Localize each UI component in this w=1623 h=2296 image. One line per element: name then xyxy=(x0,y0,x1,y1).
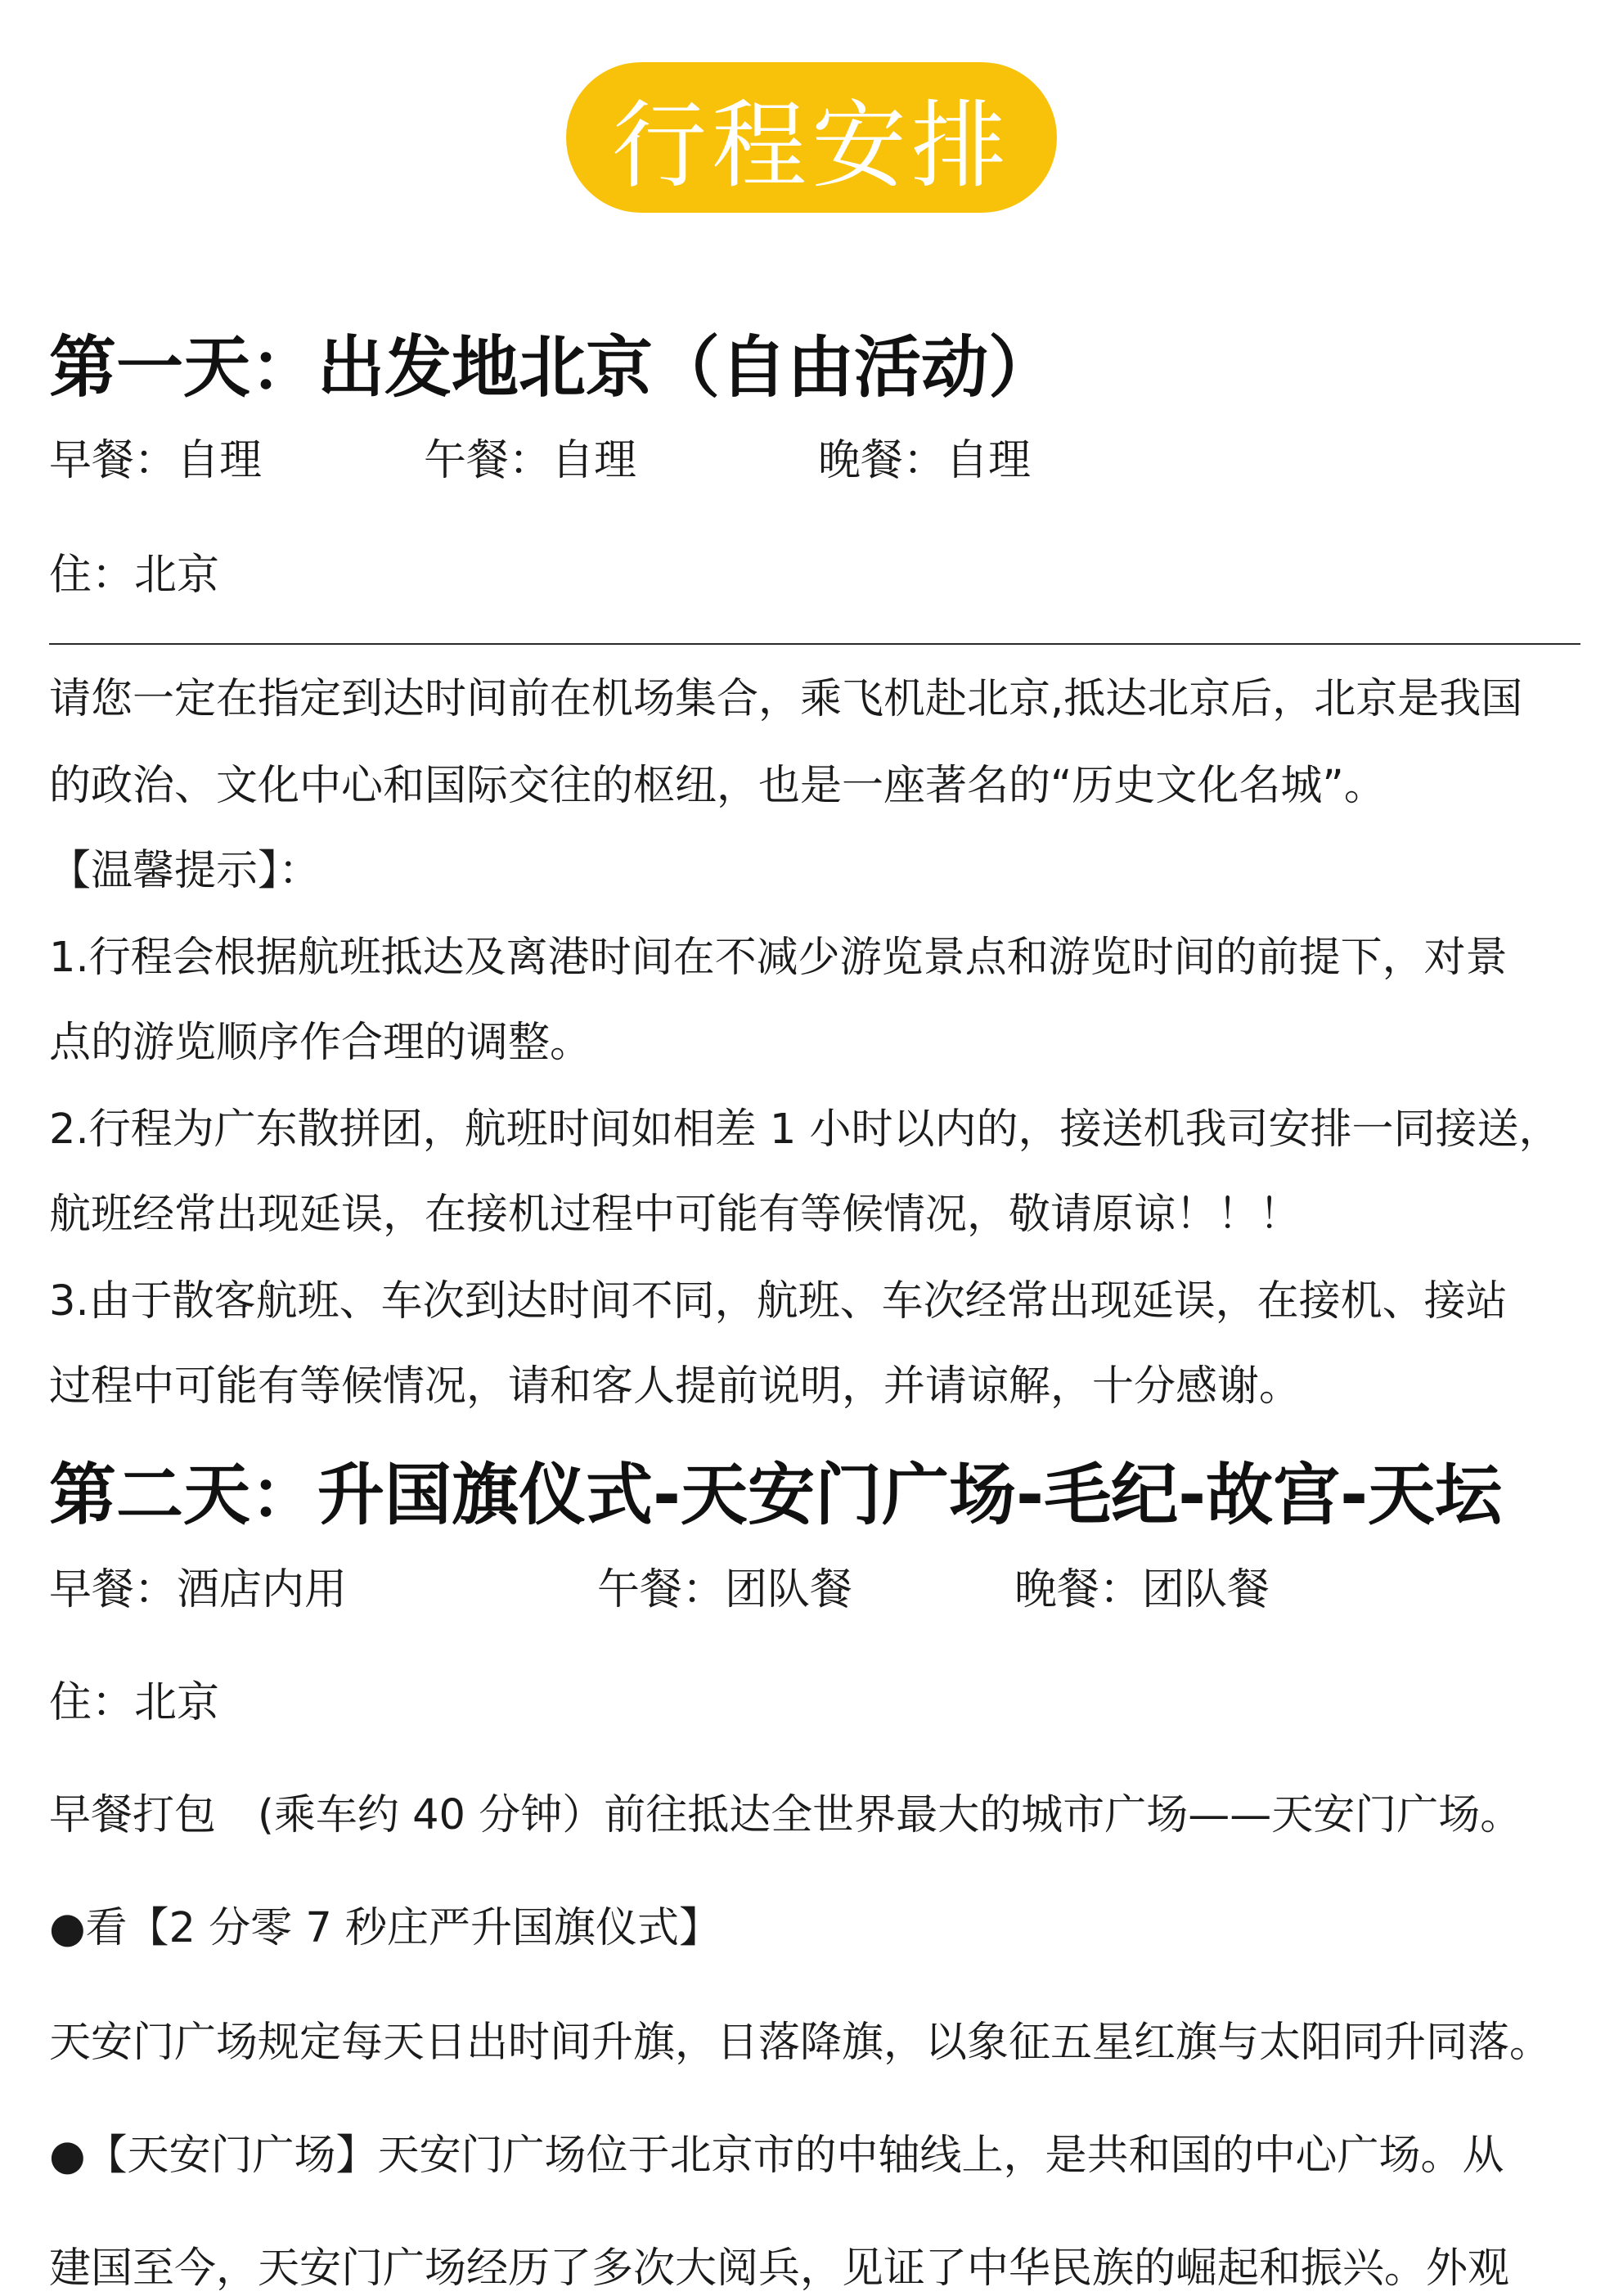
section-divider xyxy=(49,643,1580,645)
day2-line: 建国至今，天安门广场经历了多次大阅兵，见证了中华民族的崛起和振兴。外观 xyxy=(49,2244,1510,2293)
day1-desc-line: 的政治、文化中心和国际交往的枢纽，也是一座著名的“历史文化名城”。 xyxy=(49,762,1386,810)
day1-stay: 住：北京 xyxy=(49,551,220,600)
tips-heading: 【温馨提示】： xyxy=(49,847,321,895)
day1-lunch: 午餐：自理 xyxy=(424,436,637,485)
day2-title: 第二天：升国旗仪式-天安门广场-毛纪-故宫-天坛 xyxy=(49,1456,1503,1534)
day2-line: ●【天安门广场】天安门广场位于北京市的中轴线上，是共和国的中心广场。从 xyxy=(49,2132,1504,2180)
day1-desc-line: 请您一定在指定到达时间前在机场集合，乘飞机赴北京,抵达北京后，北京是我国 xyxy=(49,675,1523,723)
day2-dinner: 晚餐：团队餐 xyxy=(1014,1565,1270,1614)
day2-line: 早餐打包 (乘车约 40 分钟）前往抵达全世界最大的城市广场——天安门广场。 xyxy=(49,1791,1522,1839)
day2-stay: 住：北京 xyxy=(49,1678,220,1727)
tip-line: 航班经常出现延误，在接机过程中可能有等候情况，敬请原谅！！！ xyxy=(49,1191,1302,1239)
tip-line: 点的游览顺序作合理的调整。 xyxy=(49,1019,592,1067)
day1-breakfast: 早餐：自理 xyxy=(49,436,263,485)
day1-title: 第一天：出发地北京（自由活动） xyxy=(49,329,1056,407)
tip-line: 1.行程会根据航班抵达及离港时间在不减少游览景点和游览时间的前提下，对景 xyxy=(49,934,1508,982)
day2-breakfast: 早餐：酒店内用 xyxy=(49,1565,348,1614)
day2-line: 天安门广场规定每天日出时间升旗，日落降旗，以象征五星红旗与太阳同升同落。 xyxy=(49,2019,1552,2067)
day2-lunch: 午餐：团队餐 xyxy=(597,1565,853,1614)
day2-line: ●看【2 分零 7 秒庄严升国旗仪式】 xyxy=(49,1904,722,1952)
tip-line: 过程中可能有等候情况，请和客人提前说明，并请谅解，十分感谢。 xyxy=(49,1362,1302,1411)
tip-line: 2.行程为广东散拼团，航班时间如相差 1 小时以内的，接送机我司安排一同接送， xyxy=(49,1105,1561,1154)
tip-line: 3.由于散客航班、车次到达时间不同，航班、车次经常出现延误，在接机、接站 xyxy=(49,1277,1508,1326)
day1-dinner: 晚餐：自理 xyxy=(818,436,1032,485)
page-title: 行程安排 xyxy=(566,62,1057,213)
title-banner xyxy=(0,62,1623,213)
